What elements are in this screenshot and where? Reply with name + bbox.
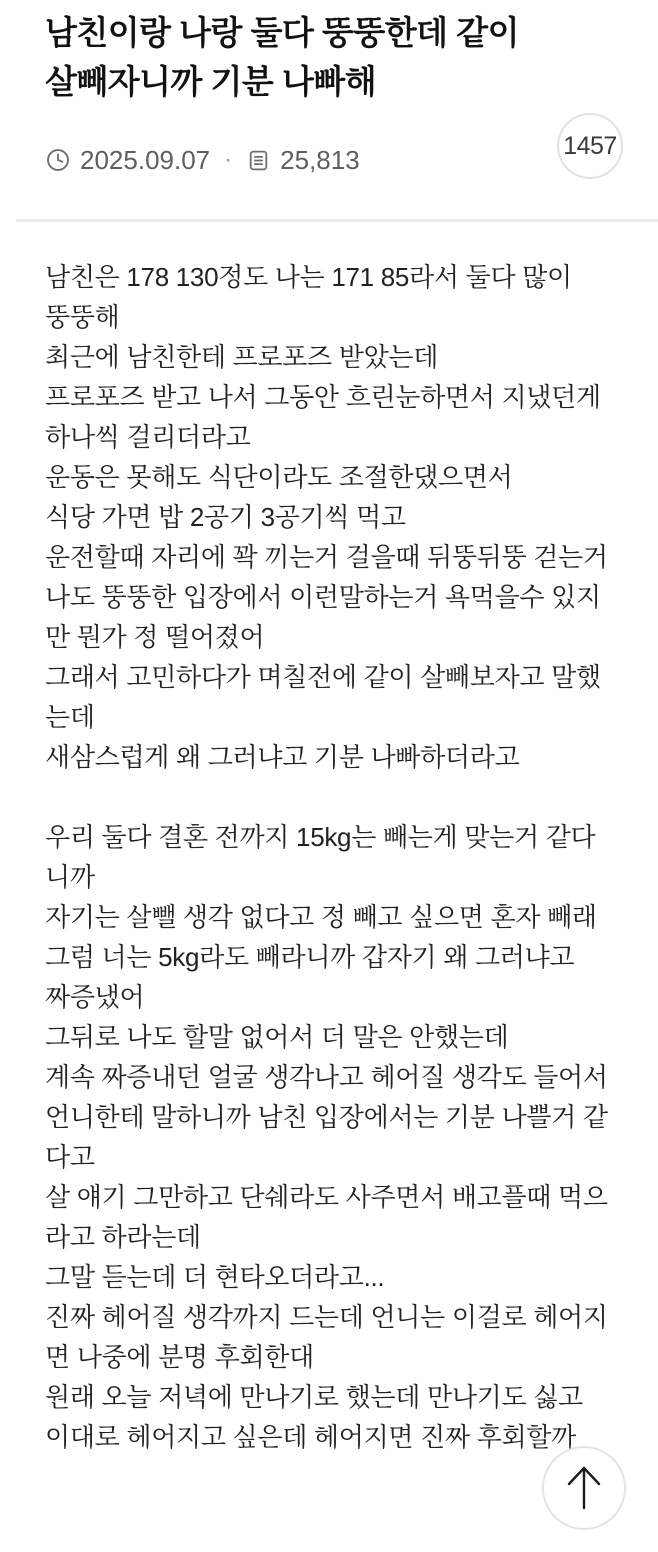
body-text-line: 우리 둘다 결혼 전까지 15kg는 빼는게 맞는거 같다 [45,822,596,852]
body-text-line: 최근에 남친한테 프로포즈 받았는데 [45,342,439,372]
body-text-line: 그뒤로 나도 할말 없어서 더 말은 안했는데 [45,1022,509,1052]
body-text-line: 살 얘기 그만하고 단쉐라도 사주면서 배고플때 먹으 [45,1182,608,1212]
view-count: 25,813 [280,144,360,175]
body-text-line: 그래서 고민하다가 며칠전에 같이 살빼보자고 말했 [45,662,601,692]
comment-count: 1457 [563,131,617,160]
divider [16,219,658,222]
body-text-line: 니까 [45,862,95,892]
arrow-up-icon [562,1464,606,1512]
post-body [45,257,658,1457]
body-text-line: 남친은 178 130정도 나는 171 85라서 둘다 많이 [45,262,572,292]
body-text-line: 다고 [45,1142,95,1172]
body-text-line: 짜증냈어 [45,982,145,1012]
body-text-line: 나도 뚱뚱한 입장에서 이런말하는거 욕먹을수 있지 [45,582,601,612]
meta-separator-dot: · [224,146,233,173]
comment-count-badge[interactable] [557,113,623,179]
body-text-line: 자기는 살뺄 생각 없다고 정 빼고 싶으면 혼자 빼래 [45,902,597,932]
post-meta [45,143,360,177]
body-text-line: 하나씩 걸리더라고 [45,422,251,452]
body-text-line: 라고 하라는데 [45,1222,201,1252]
body-text-line: 그말 듣는데 더 현타오더라고... [45,1262,385,1292]
scroll-to-top-button[interactable] [542,1446,626,1530]
body-text-line: 만 뭔가 정 떨어졌어 [45,622,265,652]
document-icon [246,148,271,173]
body-text-line: 뚱뚱해 [45,302,120,332]
body-text-line: 진짜 헤어질 생각까지 드는데 언니는 이걸로 헤어지 [45,1302,608,1332]
body-text-line: 원래 오늘 저녁에 만나기로 했는데 만나기도 싫고 [45,1382,583,1412]
body-text-line: 면 나중에 분명 후회한대 [45,1342,314,1372]
post-date: 2025.09.07 [80,144,211,175]
clock-icon [45,147,71,173]
body-text-line: 언니한테 말하니까 남친 입장에서는 기분 나쁠거 같 [45,1102,608,1132]
body-text-line: 프로포즈 받고 나서 그동안 흐린눈하면서 지냈던게 [45,382,601,412]
body-text-line: 이대로 헤어지고 싶은데 헤어지면 진짜 후회할까 [45,1422,576,1452]
body-text-line: 새삼스럽게 왜 그러냐고 기분 나빠하더라고 [45,742,520,772]
body-text-line: 는데 [45,702,95,732]
post-title: 남친이랑 나랑 둘다 뚱뚱한데 같이 살빼자니까 기분 나빠해 [45,14,519,100]
body-text-line: 계속 짜증내던 얼굴 생각나고 헤어질 생각도 들어서 [45,1062,608,1092]
body-text-line: 운전할때 자리에 꽉 끼는거 걸을때 뒤뚱뒤뚱 걷는거 [45,542,608,572]
body-text-line: 그럼 너는 5kg라도 빼라니까 갑자기 왜 그러냐고 [45,942,575,972]
body-text-line: 운동은 못해도 식단이라도 조절한댔으면서 [45,462,513,492]
body-text-line [45,777,658,817]
body-text-line: 식당 가면 밥 2공기 3공기씩 먹고 [45,502,406,532]
